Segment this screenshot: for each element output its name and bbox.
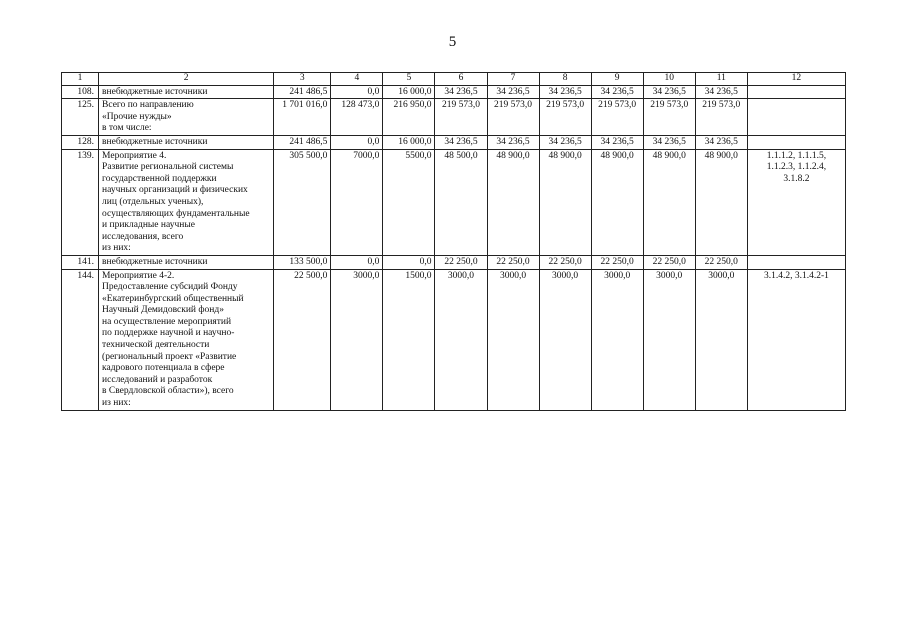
value-cell: 34 236,5 xyxy=(435,135,487,149)
description-line: кадрового потенциала в сфере xyxy=(102,363,225,374)
value-cell: 5500,0 xyxy=(383,149,435,255)
value-cell: 219 573,0 xyxy=(591,99,643,136)
value-cell: 22 250,0 xyxy=(643,255,695,269)
value-cell: 219 573,0 xyxy=(435,99,487,136)
column-header: 2 xyxy=(99,73,274,86)
codes-cell xyxy=(747,85,845,99)
page-number: 5 xyxy=(448,34,457,50)
value-cell: 34 236,5 xyxy=(487,135,539,149)
description-line: исследований и разработок xyxy=(102,374,213,385)
column-header: 3 xyxy=(274,73,331,86)
row-description xyxy=(99,85,274,99)
codes-cell xyxy=(747,135,845,149)
value-cell: 22 250,0 xyxy=(591,255,643,269)
description-line: Мероприятие 4. xyxy=(102,150,167,161)
value-cell: 34 236,5 xyxy=(539,135,591,149)
row-description xyxy=(99,99,274,136)
value-cell: 219 573,0 xyxy=(539,99,591,136)
row-number: 144. xyxy=(62,269,99,410)
table-row xyxy=(62,149,846,255)
value-cell: 3000,0 xyxy=(695,269,747,410)
value-cell: 241 486,5 xyxy=(274,135,331,149)
value-cell: 3000,0 xyxy=(435,269,487,410)
value-cell: 34 236,5 xyxy=(695,85,747,99)
table-header-row xyxy=(62,73,846,86)
row-number: 139. xyxy=(62,149,99,255)
value-cell: 22 250,0 xyxy=(487,255,539,269)
code-line: 1.1.2.3, 1.1.2.4, xyxy=(766,162,827,173)
value-cell: 3000,0 xyxy=(539,269,591,410)
description-line: исследования, всего xyxy=(102,231,184,242)
value-cell: 133 500,0 xyxy=(274,255,331,269)
description-line: и прикладные научные xyxy=(102,220,195,231)
description-line: по поддержке научной и научно- xyxy=(102,328,235,339)
row-number: 128. xyxy=(62,135,99,149)
description-line: Всего по направлению xyxy=(102,100,194,111)
value-cell: 1 701 016,0 xyxy=(274,99,331,136)
row-description xyxy=(99,149,274,255)
description-line: «Екатеринбургский общественный xyxy=(102,293,244,304)
description-line: Развитие региональной системы xyxy=(102,162,234,173)
description-line: «Прочие нужды» xyxy=(102,111,172,122)
description-line: Научный Демидовский фонд» xyxy=(102,305,224,316)
value-cell: 48 900,0 xyxy=(487,149,539,255)
value-cell: 34 236,5 xyxy=(643,85,695,99)
value-cell: 22 250,0 xyxy=(695,255,747,269)
codes-cell xyxy=(747,269,845,410)
row-number: 125. xyxy=(62,99,99,136)
column-header: 7 xyxy=(487,73,539,86)
value-cell: 34 236,5 xyxy=(695,135,747,149)
value-cell: 16 000,0 xyxy=(383,85,435,99)
description-line: Предоставление субсидий Фонду xyxy=(102,282,238,293)
description-line: на осуществление мероприятий xyxy=(102,316,232,327)
column-header: 1 xyxy=(62,73,99,86)
table-row xyxy=(62,255,846,269)
row-description xyxy=(99,255,274,269)
value-cell: 48 900,0 xyxy=(643,149,695,255)
value-cell: 216 950,0 xyxy=(383,99,435,136)
description-line: из них: xyxy=(102,398,131,409)
column-header: 8 xyxy=(539,73,591,86)
value-cell: 0,0 xyxy=(383,255,435,269)
codes-cell xyxy=(747,149,845,255)
column-header: 11 xyxy=(695,73,747,86)
value-cell: 3000,0 xyxy=(591,269,643,410)
column-header: 6 xyxy=(435,73,487,86)
value-cell: 219 573,0 xyxy=(487,99,539,136)
value-cell: 34 236,5 xyxy=(591,85,643,99)
row-description xyxy=(99,269,274,410)
value-cell: 22 500,0 xyxy=(274,269,331,410)
column-header: 5 xyxy=(383,73,435,86)
description-line: внебюджетные источники xyxy=(102,256,208,267)
description-line: в Свердловской области»), всего xyxy=(102,386,234,397)
value-cell: 0,0 xyxy=(331,85,383,99)
value-cell: 3000,0 xyxy=(331,269,383,410)
description-line: Мероприятие 4-2. xyxy=(102,270,175,281)
value-cell: 241 486,5 xyxy=(274,85,331,99)
value-cell: 48 500,0 xyxy=(435,149,487,255)
description-line: (региональный проект «Развитие xyxy=(102,351,237,362)
description-line: в том числе: xyxy=(102,123,152,134)
code-line: 1.1.1.2, 1.1.1.5, xyxy=(766,150,827,161)
description-line: научных организаций и физических xyxy=(102,185,248,196)
table-row xyxy=(62,269,846,410)
value-cell: 34 236,5 xyxy=(487,85,539,99)
code-line: 3.1.8.2 xyxy=(783,173,810,184)
value-cell: 34 236,5 xyxy=(435,85,487,99)
value-cell: 22 250,0 xyxy=(539,255,591,269)
value-cell: 219 573,0 xyxy=(643,99,695,136)
row-description xyxy=(99,135,274,149)
value-cell: 48 900,0 xyxy=(591,149,643,255)
table-row xyxy=(62,135,846,149)
value-cell: 22 250,0 xyxy=(435,255,487,269)
value-cell: 16 000,0 xyxy=(383,135,435,149)
value-cell: 0,0 xyxy=(331,255,383,269)
description-line: технической деятельности xyxy=(102,340,210,351)
column-header: 9 xyxy=(591,73,643,86)
value-cell: 3000,0 xyxy=(487,269,539,410)
value-cell: 219 573,0 xyxy=(695,99,747,136)
budget-table xyxy=(61,72,846,411)
value-cell: 34 236,5 xyxy=(591,135,643,149)
code-line: 3.1.4.2, 3.1.4.2-1 xyxy=(763,270,829,281)
row-number: 108. xyxy=(62,85,99,99)
codes-cell xyxy=(747,255,845,269)
description-line: государственной поддержки xyxy=(102,173,217,184)
value-cell: 128 473,0 xyxy=(331,99,383,136)
value-cell: 1500,0 xyxy=(383,269,435,410)
row-number: 141. xyxy=(62,255,99,269)
value-cell: 34 236,5 xyxy=(643,135,695,149)
description-line: лиц (отдельных ученых), xyxy=(102,196,204,207)
value-cell: 34 236,5 xyxy=(539,85,591,99)
description-line: осуществляющих фундаментальные xyxy=(102,208,250,219)
column-header: 10 xyxy=(643,73,695,86)
column-header: 4 xyxy=(331,73,383,86)
value-cell: 48 900,0 xyxy=(695,149,747,255)
description-line: из них: xyxy=(102,243,131,254)
description-line: внебюджетные источники xyxy=(102,136,208,147)
value-cell: 305 500,0 xyxy=(274,149,331,255)
description-line: внебюджетные источники xyxy=(102,86,208,97)
value-cell: 7000,0 xyxy=(331,149,383,255)
value-cell: 3000,0 xyxy=(643,269,695,410)
table-row xyxy=(62,99,846,136)
codes-cell xyxy=(747,99,845,136)
table-row xyxy=(62,85,846,99)
value-cell: 48 900,0 xyxy=(539,149,591,255)
column-header: 12 xyxy=(747,73,845,86)
value-cell: 0,0 xyxy=(331,135,383,149)
